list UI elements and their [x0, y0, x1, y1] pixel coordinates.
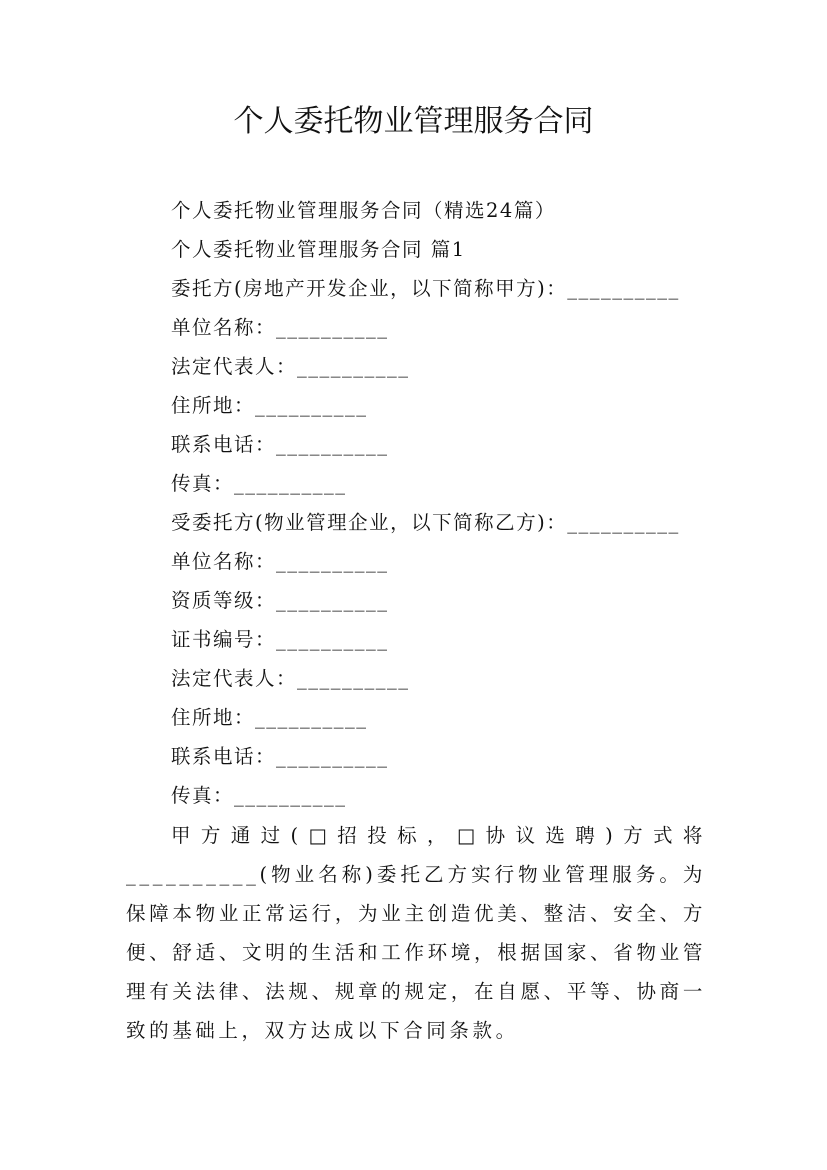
subtitle-line: 个人委托物业管理服务合同（精选24篇） [171, 199, 556, 222]
field-line: 证书编号：__________ [171, 628, 389, 651]
field-line: 联系电话：__________ [171, 433, 389, 456]
document-title: 个人委托物业管理服务合同 [233, 104, 594, 139]
field-line: 传真：__________ [171, 472, 347, 495]
field-line: 联系电话：__________ [171, 745, 389, 768]
field-line: 住所地：__________ [171, 706, 368, 729]
field-line: 法定代表人：__________ [171, 667, 410, 690]
field-line-agent: 受委托方(物业管理企业，以下简称乙方)：__________ [171, 511, 680, 534]
field-line: 单位名称：__________ [171, 550, 389, 573]
field-line: 法定代表人：__________ [171, 355, 410, 378]
field-line: 传真：__________ [171, 784, 347, 807]
field-line-principal: 委托方(房地产开发企业，以下简称甲方)：__________ [171, 277, 680, 300]
section-heading: 个人委托物业管理服务合同 篇1 [171, 238, 466, 261]
field-line: 单位名称：__________ [171, 316, 389, 339]
field-line: 资质等级：__________ [171, 589, 389, 612]
body-paragraph: 甲方通过(□招投标，□协议选聘)方式将__________(物业名称)委托乙方实行物业管理服务。为保障本物业正常运行，为业主创造优美、整洁、安全、方便、舒适、文明的生活和工作环境，根据国家、省物业管理有关法律、法规、规章的规定，在自愿、平等、协商一致的基础上，双方达成以下合同条款。 [126, 824, 706, 1042]
field-line: 住所地：__________ [171, 394, 368, 417]
